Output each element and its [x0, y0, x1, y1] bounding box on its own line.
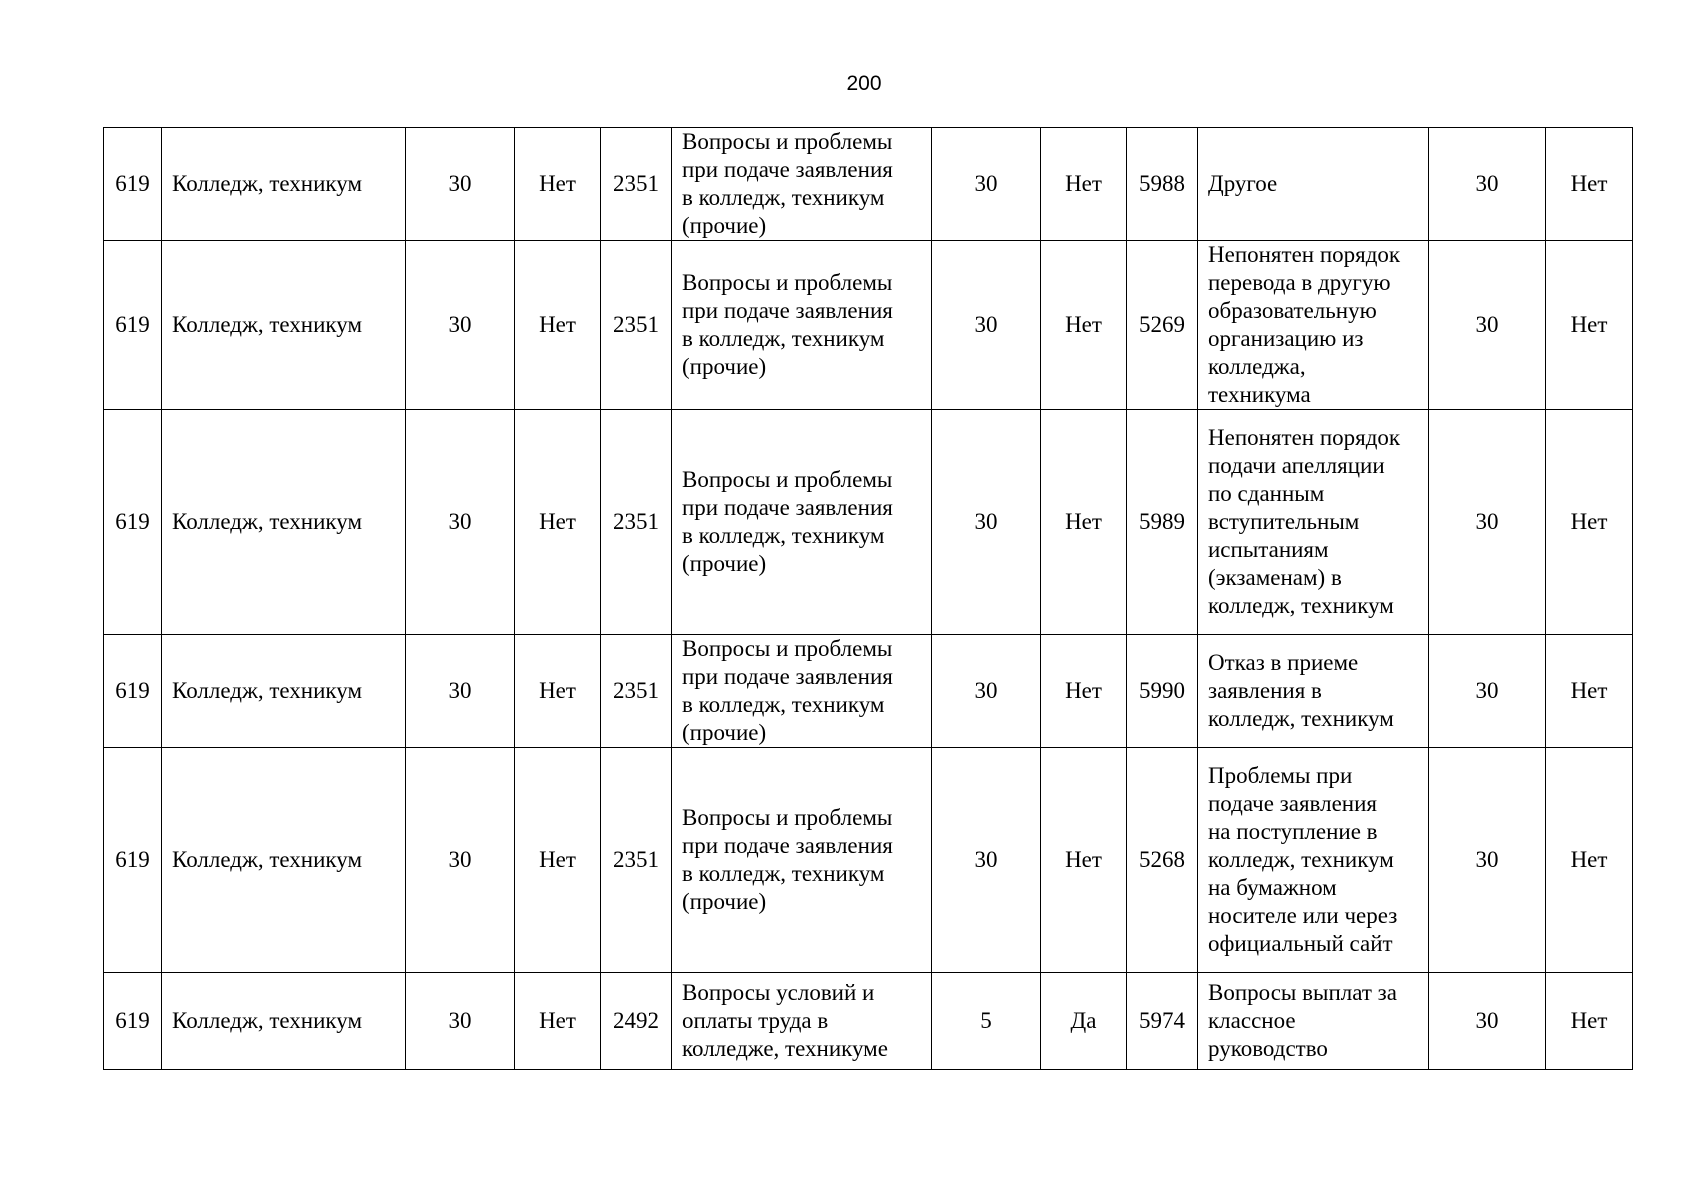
flag-cell: Нет [515, 410, 601, 635]
flag-cell: Нет [515, 973, 601, 1070]
subcode-cell: 2351 [601, 241, 672, 410]
flag-cell: Нет [515, 748, 601, 973]
topic-cell: Вопросы выплат за классное руководство [1198, 973, 1429, 1070]
subcode-cell: 2351 [601, 128, 672, 241]
table-row [104, 748, 1633, 973]
topic-cell: Другое [1198, 128, 1429, 241]
topic-cell: Непонятен порядок перевода в другую образовательную организацию из колледжа, техникума [1198, 241, 1429, 410]
flag-cell: Нет [1546, 128, 1633, 241]
days-cell: 30 [1429, 973, 1546, 1070]
flag-cell: Нет [1041, 241, 1127, 410]
days-cell: 30 [932, 241, 1041, 410]
classifier-table [103, 127, 1633, 1070]
subcode-cell: 2492 [601, 973, 672, 1070]
table-row [104, 973, 1633, 1070]
days-cell: 30 [932, 128, 1041, 241]
days-cell: 30 [406, 973, 515, 1070]
topic-cell: Отказ в приеме заявления в колледж, техникум [1198, 635, 1429, 748]
flag-cell: Нет [515, 635, 601, 748]
category-cell: Колледж, техникум [162, 635, 406, 748]
flag-cell: Да [1041, 973, 1127, 1070]
days-cell: 30 [1429, 241, 1546, 410]
days-cell: 30 [932, 635, 1041, 748]
flag-cell: Нет [1546, 241, 1633, 410]
days-cell: 30 [406, 128, 515, 241]
subcategory-cell: Вопросы условий и оплаты труда в колледже, техникуме [672, 973, 932, 1070]
subcode-cell: 2351 [601, 410, 672, 635]
table-row [104, 410, 1633, 635]
category-cell: Колледж, техникум [162, 973, 406, 1070]
code-cell: 619 [104, 128, 162, 241]
category-cell: Колледж, техникум [162, 748, 406, 973]
category-cell: Колледж, техникум [162, 241, 406, 410]
category-cell: Колледж, техникум [162, 128, 406, 241]
topic-code-cell: 5990 [1127, 635, 1198, 748]
flag-cell: Нет [1041, 635, 1127, 748]
table-row [104, 241, 1633, 410]
subcategory-cell: Вопросы и проблемы при подаче заявления в колледж, техникум (прочие) [672, 128, 932, 241]
topic-code-cell: 5988 [1127, 128, 1198, 241]
flag-cell: Нет [1041, 128, 1127, 241]
subcode-cell: 2351 [601, 748, 672, 973]
flag-cell: Нет [1041, 410, 1127, 635]
table-row [104, 128, 1633, 241]
table-row [104, 635, 1633, 748]
topic-code-cell: 5269 [1127, 241, 1198, 410]
flag-cell: Нет [1546, 748, 1633, 973]
flag-cell: Нет [1041, 748, 1127, 973]
topic-code-cell: 5268 [1127, 748, 1198, 973]
days-cell: 5 [932, 973, 1041, 1070]
days-cell: 30 [406, 635, 515, 748]
category-cell: Колледж, техникум [162, 410, 406, 635]
subcode-cell: 2351 [601, 635, 672, 748]
topic-code-cell: 5974 [1127, 973, 1198, 1070]
days-cell: 30 [406, 241, 515, 410]
flag-cell: Нет [515, 241, 601, 410]
topic-code-cell: 5989 [1127, 410, 1198, 635]
days-cell: 30 [1429, 410, 1546, 635]
topic-cell: Непонятен порядок подачи апелляции по сданным вступительным испытаниям (экзаменам) в колледж, техникум [1198, 410, 1429, 635]
days-cell: 30 [932, 748, 1041, 973]
days-cell: 30 [406, 748, 515, 973]
page-number: 200 [846, 72, 882, 95]
flag-cell: Нет [515, 128, 601, 241]
code-cell: 619 [104, 241, 162, 410]
subcategory-cell: Вопросы и проблемы при подаче заявления в колледж, техникум (прочие) [672, 748, 932, 973]
flag-cell: Нет [1546, 635, 1633, 748]
code-cell: 619 [104, 973, 162, 1070]
days-cell: 30 [1429, 635, 1546, 748]
subcategory-cell: Вопросы и проблемы при подаче заявления в колледж, техникум (прочие) [672, 410, 932, 635]
days-cell: 30 [1429, 748, 1546, 973]
topic-cell: Проблемы при подаче заявления на поступление в колледж, техникум на бумажном носителе или через официальный сайт [1198, 748, 1429, 973]
code-cell: 619 [104, 748, 162, 973]
flag-cell: Нет [1546, 410, 1633, 635]
subcategory-cell: Вопросы и проблемы при подаче заявления в колледж, техникум (прочие) [672, 635, 932, 748]
days-cell: 30 [932, 410, 1041, 635]
days-cell: 30 [406, 410, 515, 635]
flag-cell: Нет [1546, 973, 1633, 1070]
code-cell: 619 [104, 410, 162, 635]
days-cell: 30 [1429, 128, 1546, 241]
subcategory-cell: Вопросы и проблемы при подаче заявления в колледж, техникум (прочие) [672, 241, 932, 410]
code-cell: 619 [104, 635, 162, 748]
